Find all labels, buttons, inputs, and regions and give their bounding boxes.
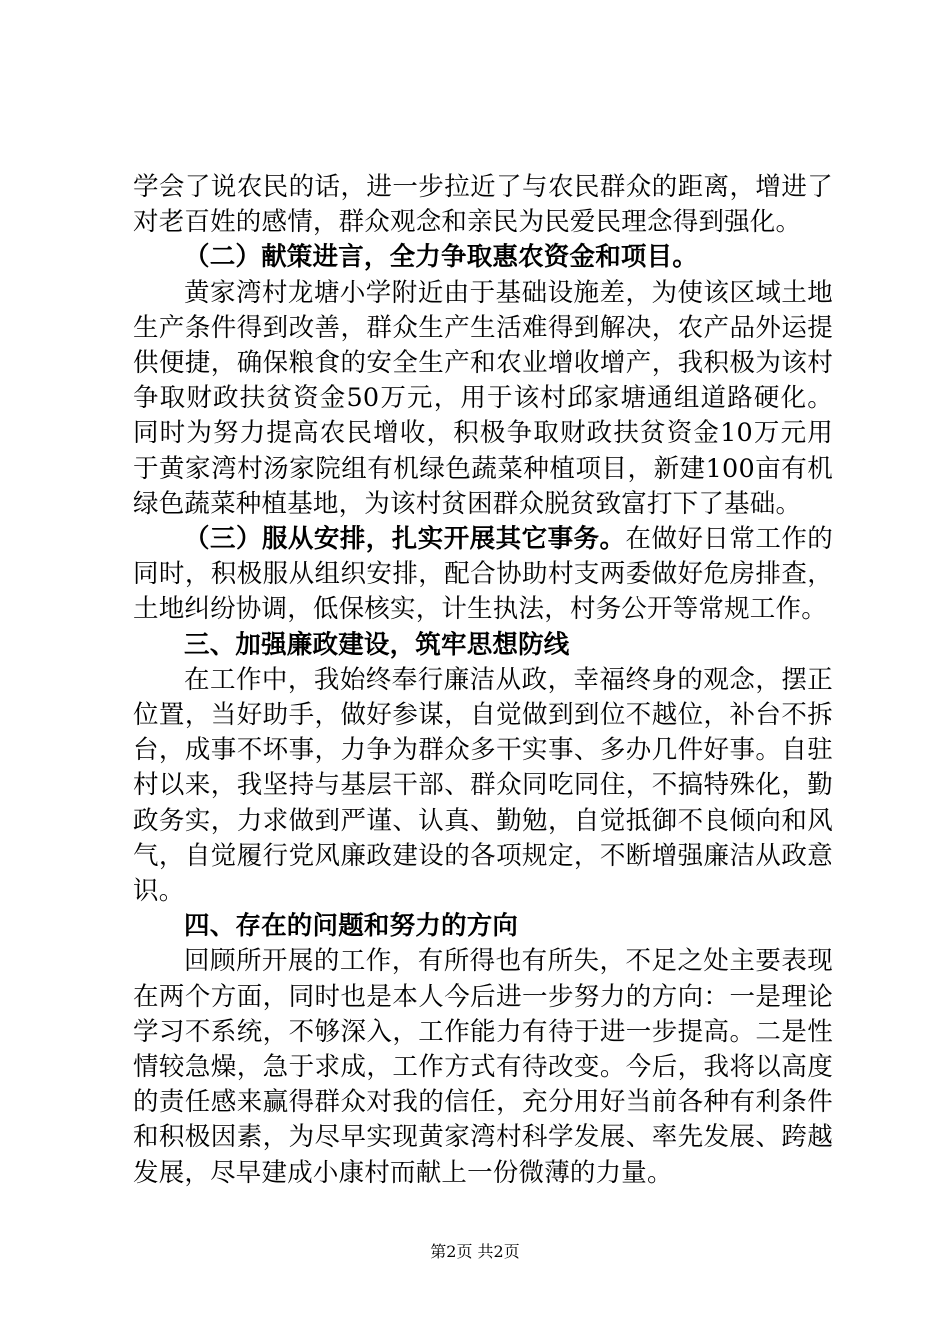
subheading-other-duties: （三）服从安排，扎实开展其它事务。 — [184, 524, 626, 555]
paragraph-problems: 回顾所开展的工作，有所得也有所失，不足之处主要表现在两个方面，同时也是本人今后进一步努力的方向：一是理论学习不系统，不够深入，工作能力有待于进一步提高。二是性情较急燥，急于求成，工作方式有待改变。今后，我将以高度的责任感来赢得群众对我的信任，充分用好当前各种有利条件和积极因素，为尽早实现黄家湾村科学发展、率先发展、跨越发展，尽早建成小康村而献上一份微薄的力量。 — [133, 946, 833, 1188]
paragraph-funding: 黄家湾村龙塘小学附近由于基础设施差，为使该区域土地生产条件得到改善，群众生产生活难得到解决，农产品外运提供便捷，确保粮食的安全生产和农业增收增产，我积极为该村争取财政扶贫资金50万元，用于该村邱家塘通组道路硬化。同时为努力提高农民增收，积极争取财政扶贫资金10万元用于黄家湾村汤家院组有机绿色蔬菜种植项目，新建100亩有机绿色蔬菜种植基地，为该村贫困群众脱贫致富打下了基础。 — [133, 277, 833, 519]
page-footer — [0, 1242, 950, 1262]
document-body — [133, 170, 833, 1191]
paragraph-other-duties — [133, 522, 833, 628]
paragraph-continuation: 学会了说农民的话，进一步拉近了与农民群众的距离，增进了对老百姓的感情，群众观念和亲民为民爱民理念得到强化。 — [133, 172, 833, 238]
section-heading-problems: 四、存在的问题和努力的方向 — [184, 911, 519, 942]
subheading-policy-advice: （二）献策进言，全力争取惠农资金和项目。 — [184, 242, 699, 273]
page-number-label: 第2页 共2页 — [430, 1242, 520, 1261]
section-heading-integrity: 三、加强廉政建设，筑牢思想防线 — [184, 629, 570, 660]
paragraph-integrity: 在工作中，我始终奉行廉洁从政，幸福终身的观念，摆正位置，当好助手，做好参谋，自觉做到到位不越位，补台不拆台，成事不坏事，力争为群众多干实事、多办几件好事。自驻村以来，我坚持与基层干部、群众同吃同住，不搞特殊化，勤政务实，力求做到严谨、认真、勤勉，自觉抵御不良倾向和风气，自觉履行党风廉政建设的各项规定，不断增强廉洁从政意识。 — [133, 664, 833, 907]
paragraph-other-duties-text: 在做好日常工作的同时，积极服从组织安排，配合协助村支两委做好危房排查，土地纠纷协调，低保核实，计生执法，村务公开等常规工作。 — [133, 524, 833, 625]
